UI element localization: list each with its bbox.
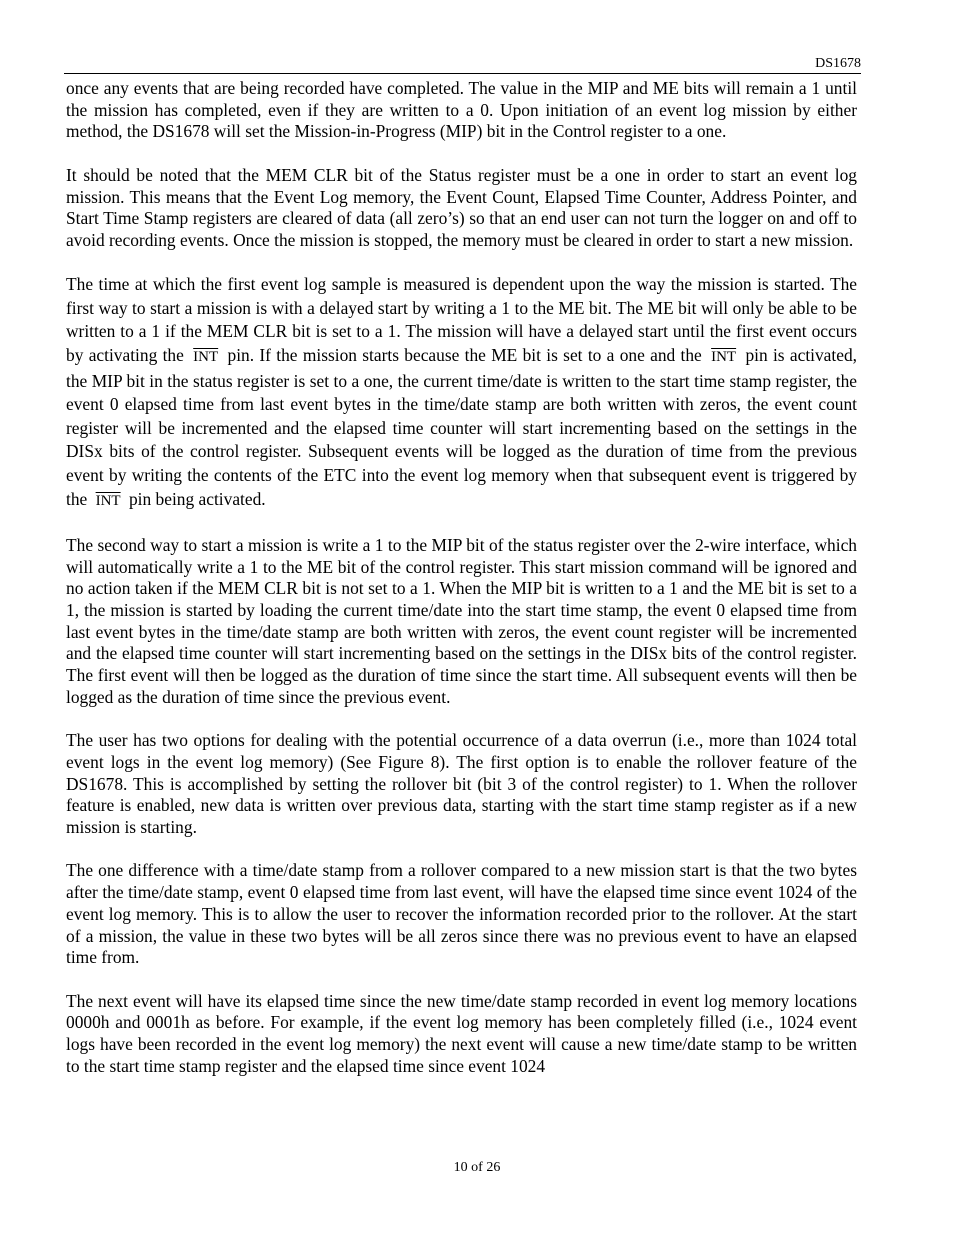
int-pin-label: $\overline{INT}$: [711, 349, 737, 366]
paragraph-second-start-method: The second way to start a mission is write a 1 to the MIP bit of the status register over the 2-wire interface, which will automatically write a 1 to the ME bit of the control register. This start mission command will be ignored and no action taken if the MEM CLR bit is not set to a 1. When the MIP bit is written to a 1 and the ME bit is set to a 1, the mission is started by loading the current time/date into the start time stamp, the event 0 elapsed time from last event bytes in the time/date stamp are both written with zeros, the event count register will be incremented and the elapsed time counter will start incrementing based on the settings in the DISx bits of the control register. The first event will then be logged as the duration of time since the start time. All subsequent events will then be logged as the duration of time since the previous event.: [66, 534, 857, 707]
paragraph-next-event: The next event will have its elapsed time since the new time/date stamp recorded in event log memory locations 0000h and 0001h as before. For example, if the event log memory has been completely filled (i.e., 1024 event logs have been recorded in the event log memory) the next event will cause a new time/date stamp to be written to the start time stamp register and the elapsed time since event 1024: [66, 990, 857, 1076]
paragraph-first-start-method: [66, 273, 857, 513]
paragraph-mission-completion: once any events that are being recorded have completed. The value in the MIP and ME bits will remain a 1 until the mission has completed, even if they are written to a 0. Upon initiation of an event log mission by either method, the DS1678 will set the Mission-in-Progress (MIP) bit in the Control register to a one.: [66, 78, 857, 142]
body-text: [66, 78, 857, 1099]
document-id: DS1678: [815, 56, 861, 71]
header-divider: [64, 73, 861, 74]
int-pin-label: $\overline{INT}$: [193, 349, 219, 366]
paragraph-segment: pin. If the mission starts because the ME bit is set to a one and the: [227, 345, 702, 366]
paragraph-mem-clr-requirement: It should be noted that the MEM CLR bit of the Status register must be a one in order to start an event log mission. This means that the Event Log memory, the Event Count, Elapsed Time Counter, Address Pointer, and Start Time Stamp registers are cleared of data (all zero’s) so that an end user can not turn the logger on and off to avoid recording events. Once the mission is stopped, the memory must be cleared in order to start a new mission.: [66, 164, 857, 250]
paragraph-rollover-options: The user has two options for dealing with the potential occurrence of a data overrun (i.e., more than 1024 total event logs in the event log memory) (See Figure 8). The first option is to enable the rollover feature of the DS1678. This is accomplished by setting the rollover bit (bit 3 of the control register) to 1. When the rollover feature is enabled, new data is written over previous data, starting with the start time stamp register as if a new mission is starting.: [66, 730, 857, 838]
paragraph-segment: pin being activated.: [128, 488, 266, 509]
paragraph-segment: pin is activated, the MIP bit in the status register is set to a one, the current time/date is written to the start time stamp register, the event 0 elapsed time from last event bytes in the time/date stamp are both written with zeros, the event count register will be incremented and the elapsed time counter will start incrementing based on the settings in the DISx bits of the control register. Subsequent events will be logged as the duration of time from the previous event by writing the contents of the ETC into the event log memory when that subsequent event is triggered by the: [66, 345, 857, 509]
int-pin-label: $\overline{INT}$: [95, 492, 121, 509]
page-number: 10 of 26: [453, 1160, 501, 1175]
paragraph-segment: The time at which the first event log sample is measured is dependent upon the way the mission is started. The first way to start a mission is with a delayed start by writing a 1 to the ME bit. The ME bit will only be able to be written to a 1 if the MEM CLR bit is set to a 1. The mission will have a delayed start until the first event occurs by activating the: [66, 274, 857, 366]
paragraph-rollover-difference: The one difference with a time/date stamp from a rollover compared to a new mission start is that the two bytes after the time/date stamp, event 0 elapsed time from last event, will have the elapsed time since event 1024 of the event log memory. This is to allow the user to recover the information recorded prior to the rollover. At the start of a mission, the value in these two bytes will be all zeros since there was no previous event to have an elapsed time from.: [66, 860, 857, 968]
